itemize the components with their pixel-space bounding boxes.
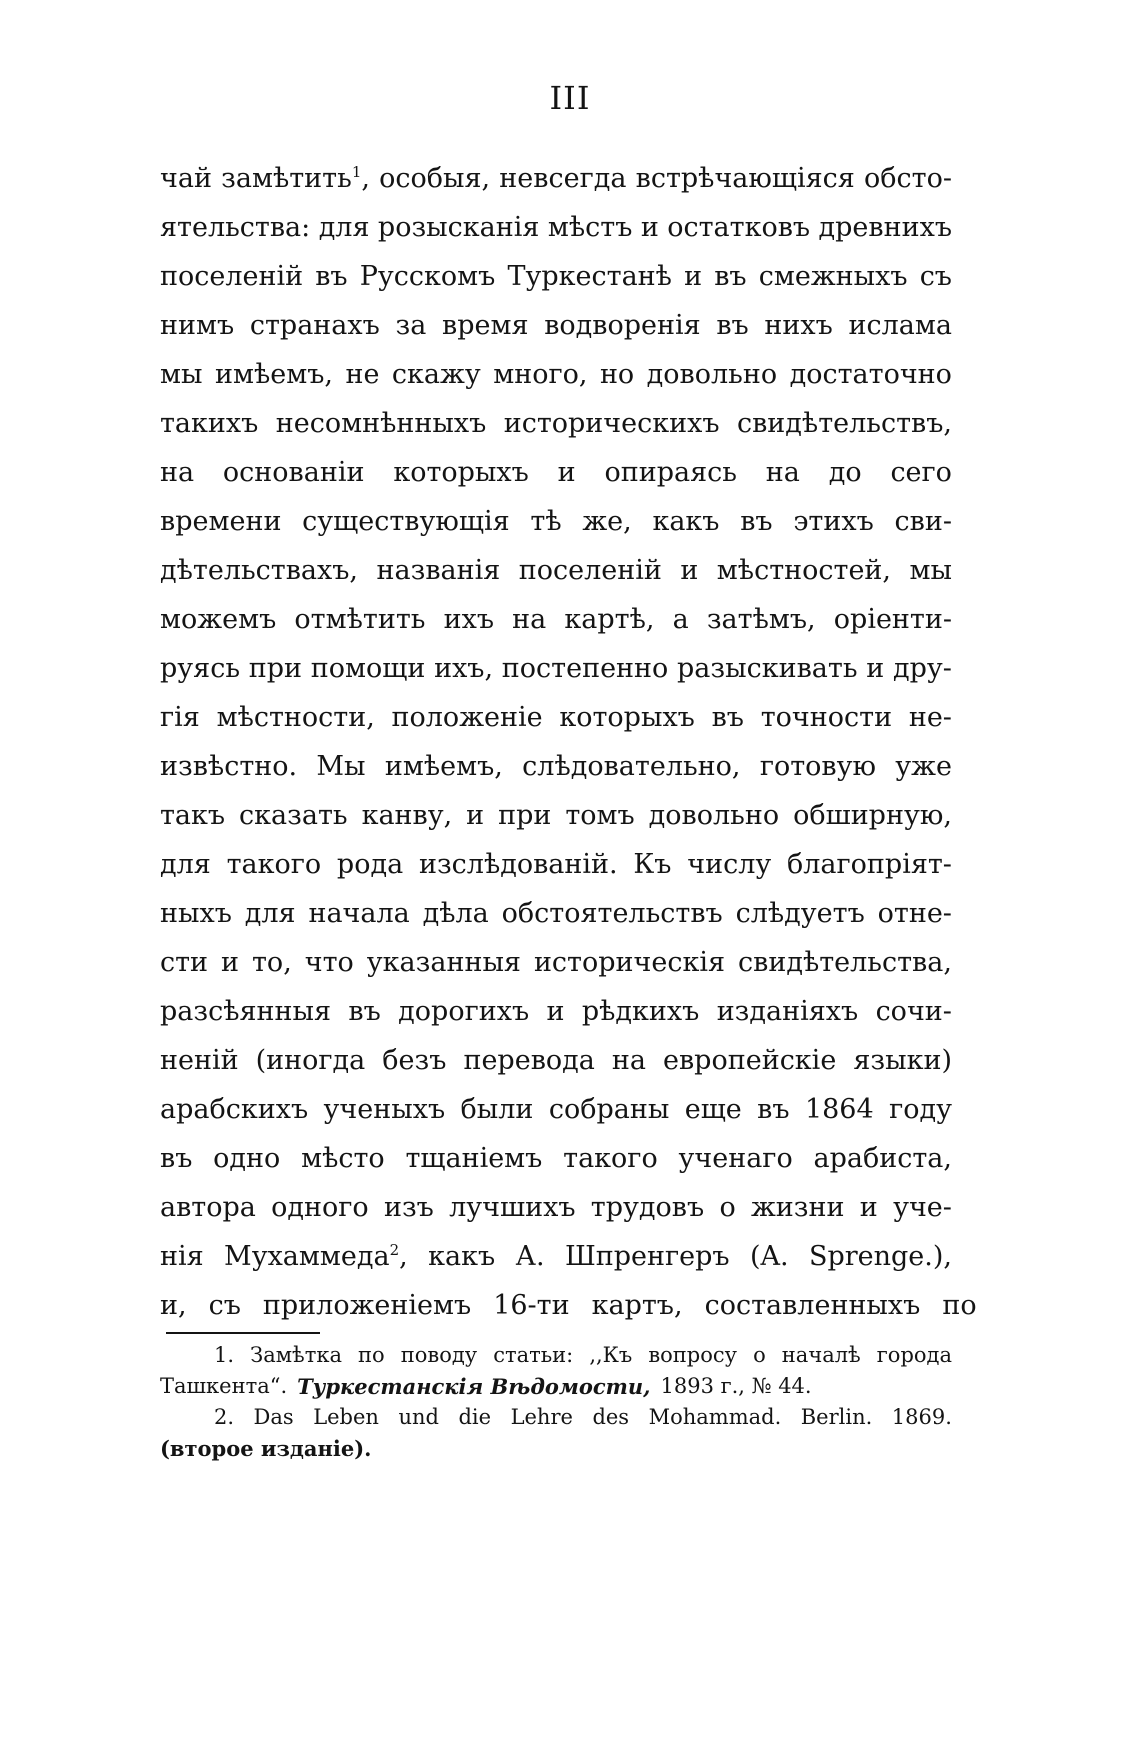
word: Замѣтка	[250, 1343, 342, 1367]
word: въ	[160, 1143, 193, 1174]
word: какъ	[652, 506, 720, 537]
word: въ	[315, 261, 348, 292]
word: были	[460, 1094, 534, 1125]
word: рѣдкихъ	[581, 996, 700, 1027]
word: много,	[493, 359, 588, 390]
word: 2.	[214, 1405, 235, 1429]
word: о	[719, 1192, 736, 1223]
word: существующія	[302, 506, 510, 537]
word: вопросу	[648, 1343, 738, 1367]
text-line	[160, 350, 952, 399]
word: мѣстности,	[216, 702, 375, 733]
text-line	[160, 154, 952, 203]
text-line	[160, 546, 952, 595]
text-line	[160, 203, 952, 252]
word: Das	[253, 1405, 294, 1429]
word: еще	[684, 1094, 742, 1125]
word: гія	[160, 702, 200, 733]
word: отне-	[877, 898, 952, 929]
word: въ	[348, 996, 381, 1027]
word: и	[866, 653, 885, 684]
word: какъ	[428, 1241, 496, 1272]
word: на	[512, 604, 547, 635]
word: руясь	[160, 653, 241, 684]
word: начала	[308, 898, 410, 929]
text-line	[160, 497, 952, 546]
word: Русскомъ	[359, 261, 496, 292]
word: извѣстно.	[160, 751, 298, 782]
word: имѣемъ,	[214, 359, 333, 390]
word: Berlin.	[800, 1405, 873, 1429]
footnotes	[160, 1340, 952, 1464]
word: несомнѣнныхъ	[275, 408, 487, 439]
word: на	[765, 457, 800, 488]
word: же,	[582, 506, 632, 537]
word: ныхъ	[160, 898, 232, 929]
word: рода	[336, 849, 404, 880]
word: поводу	[400, 1343, 478, 1367]
word: ученаго	[678, 1143, 793, 1174]
word: арабскихъ	[160, 1094, 309, 1125]
word: нимъ	[160, 310, 235, 341]
word: составленныхъ	[704, 1290, 921, 1321]
footnote-marker: 2	[389, 1241, 400, 1259]
word: дру-	[892, 653, 952, 684]
word: Lehre	[510, 1405, 573, 1429]
footnote-2-line-1	[160, 1402, 952, 1433]
word: Туркестанѣ	[507, 261, 672, 292]
word: языки)	[853, 1045, 952, 1076]
text-line	[160, 791, 952, 840]
word: въ	[757, 1094, 790, 1125]
word: то,	[252, 947, 292, 978]
word: европейскіе	[663, 1045, 837, 1076]
word: обстоятельствъ	[501, 898, 723, 929]
word: тщаніемъ	[405, 1143, 543, 1174]
word: розысканія	[377, 212, 540, 243]
word: благопріят-	[787, 849, 952, 880]
word: сочи-	[875, 996, 952, 1027]
word: трудовъ	[590, 1192, 705, 1223]
word: для	[244, 898, 296, 929]
word: Мы	[316, 751, 366, 782]
word: ихъ,	[434, 653, 494, 684]
word: но	[599, 359, 635, 390]
word: поселеній	[518, 555, 662, 586]
word: und	[398, 1405, 439, 1429]
word: обсто-	[864, 163, 952, 194]
word: началѣ	[781, 1343, 861, 1367]
text-line	[160, 399, 952, 448]
word: историческихъ	[503, 408, 720, 439]
word: дорогихъ	[398, 996, 530, 1027]
word: довольно	[646, 359, 778, 390]
word: точности	[760, 702, 893, 733]
word: мѣстъ	[547, 212, 633, 243]
word: (A.	[749, 1241, 789, 1272]
text-line	[160, 301, 952, 350]
word: сего	[890, 457, 952, 488]
text-line	[160, 1183, 952, 1232]
word: слѣдуетъ	[735, 898, 865, 929]
word: которыхъ	[559, 702, 695, 733]
text-line	[160, 693, 952, 742]
word: до	[828, 457, 862, 488]
word: А.	[515, 1241, 545, 1272]
word: довольно	[648, 800, 780, 831]
word: ислама	[848, 310, 952, 341]
word: о	[753, 1343, 766, 1367]
word: сказать	[239, 800, 348, 831]
word: die	[458, 1405, 492, 1429]
body-text	[160, 154, 977, 1330]
word: не-	[908, 702, 952, 733]
footnote-2-edition: (второе изданіе).	[160, 1436, 372, 1461]
word: можемъ	[160, 604, 277, 635]
word: сви-	[894, 506, 952, 537]
word: и,	[160, 1290, 187, 1321]
word: 1.	[214, 1343, 235, 1367]
word: (иногда	[255, 1045, 366, 1076]
word: въ	[740, 506, 773, 537]
word: съ	[208, 1290, 241, 1321]
word: мы	[160, 359, 203, 390]
word: историческія	[533, 947, 726, 978]
word: города	[876, 1343, 952, 1367]
text-line	[160, 742, 952, 791]
word: положеніе	[391, 702, 543, 733]
word: что	[304, 947, 354, 978]
word: невсегда	[499, 163, 627, 194]
word: древнихъ	[818, 212, 952, 243]
word: арабиста,	[813, 1143, 952, 1174]
word: которыхъ	[393, 457, 529, 488]
word: нія	[160, 1241, 204, 1272]
footnote-1-line-2	[160, 1371, 952, 1402]
word: достаточно	[789, 359, 952, 390]
word: такихъ	[160, 408, 259, 439]
word: встрѣчающіяся	[635, 163, 855, 194]
word: отмѣтить	[294, 604, 426, 635]
footnote-1-line-1	[160, 1340, 952, 1371]
word: автора	[160, 1192, 256, 1223]
word: скажу	[391, 359, 481, 390]
word: свидѣтельства,	[738, 947, 952, 978]
word: ,,Къ	[589, 1343, 633, 1367]
word: картъ,	[591, 1290, 683, 1321]
word: поселеній	[160, 261, 304, 292]
word: тѣ	[530, 506, 562, 537]
word: разыскивать	[677, 653, 858, 684]
word: дѣла	[422, 898, 489, 929]
word: дѣтельствахъ,	[160, 555, 359, 586]
text-line	[160, 644, 952, 693]
word: картѣ,	[564, 604, 655, 635]
word: des	[592, 1405, 630, 1429]
word: собраны	[548, 1094, 670, 1125]
word: такого	[563, 1143, 658, 1174]
word: времени	[160, 506, 282, 537]
word: основаніи	[222, 457, 365, 488]
word: слѣдовательно,	[522, 751, 741, 782]
word: съ	[919, 261, 952, 292]
text-line	[160, 1036, 952, 1085]
footnote-1-city: Ташкента“.	[160, 1374, 288, 1398]
word: обширную,	[793, 800, 952, 831]
word: лучшихъ	[449, 1192, 576, 1223]
word: сти	[160, 947, 209, 978]
text-line	[160, 1232, 952, 1281]
word: не	[345, 359, 380, 390]
word: неній	[160, 1045, 239, 1076]
word: на	[611, 1045, 646, 1076]
word: для	[160, 849, 211, 880]
word: въ	[711, 702, 744, 733]
word: и	[466, 800, 485, 831]
word: перевода	[463, 1045, 595, 1076]
word: изъ	[383, 1192, 434, 1223]
footnote-1-journal-title: Туркестанскія Вѣдомости,	[297, 1374, 651, 1399]
word: водворенія	[544, 310, 701, 341]
word: и	[546, 996, 565, 1027]
word: ятельства:	[160, 212, 311, 243]
word: мѣстностей,	[716, 555, 892, 586]
word: замѣтить$^1$,	[221, 163, 370, 194]
word: указанныя	[366, 947, 521, 978]
text-line	[160, 938, 952, 987]
word: смежныхъ	[758, 261, 908, 292]
word: ихъ	[443, 604, 494, 635]
text-line	[160, 1085, 952, 1134]
word: 1864	[804, 1094, 874, 1125]
word: Къ	[633, 849, 672, 880]
word: безъ	[382, 1045, 447, 1076]
word: время	[442, 310, 529, 341]
word: приложеніемъ	[262, 1290, 472, 1321]
word: и	[859, 1192, 878, 1223]
word: изслѣдованій.	[418, 849, 618, 880]
word: опираясь	[604, 457, 737, 488]
word: помощи	[310, 653, 426, 684]
word: и	[640, 212, 659, 243]
word: томъ	[565, 800, 635, 831]
word: 16-ти	[493, 1290, 570, 1321]
word: за	[395, 310, 427, 341]
footnote-2-line-2	[160, 1433, 952, 1464]
word: мѣсто	[301, 1143, 385, 1174]
word: при	[498, 800, 552, 831]
word: одного	[271, 1192, 369, 1223]
word: разсѣянныя	[160, 996, 332, 1027]
word: ученыхъ	[323, 1094, 446, 1125]
text-line	[160, 252, 952, 301]
word: канву,	[361, 800, 453, 831]
word: названія	[376, 555, 501, 586]
word: и	[557, 457, 576, 488]
page-number: III	[549, 79, 591, 117]
text-line	[160, 840, 952, 889]
word: чай	[160, 163, 212, 194]
word: такого	[226, 849, 322, 880]
word: году	[889, 1094, 952, 1125]
word: статьи:	[493, 1343, 574, 1367]
word: и	[680, 555, 699, 586]
word: а	[672, 604, 689, 635]
word: свидѣтельствъ,	[736, 408, 952, 439]
word: готовую	[759, 751, 876, 782]
footnote-1-issue: 1893 г., № 44.	[660, 1374, 812, 1398]
word: жизни	[750, 1192, 845, 1223]
word: въ	[716, 310, 749, 341]
word: мы	[909, 555, 952, 586]
word: Leben	[313, 1405, 379, 1429]
word: Мухаммеда$^2$,	[224, 1241, 408, 1272]
text-line	[160, 448, 952, 497]
word: остатковъ	[667, 212, 811, 243]
word: этихъ	[793, 506, 874, 537]
footnote-divider	[166, 1332, 320, 1334]
word: для	[318, 212, 370, 243]
footnote-marker: 1	[351, 163, 362, 181]
word: по	[358, 1343, 385, 1367]
word: особыя,	[379, 163, 491, 194]
text-line	[160, 1134, 952, 1183]
word: въ	[714, 261, 747, 292]
word: при	[248, 653, 303, 684]
word: затѣмъ,	[706, 604, 816, 635]
text-line	[160, 987, 952, 1036]
word: постепенно	[501, 653, 669, 684]
word: числу	[687, 849, 772, 880]
word: и	[684, 261, 703, 292]
word: Mohammad.	[648, 1405, 782, 1429]
text-line	[160, 595, 952, 644]
word: на	[160, 457, 195, 488]
word: изданіяхъ	[716, 996, 859, 1027]
text-line	[160, 889, 952, 938]
word: уже	[895, 751, 952, 782]
word: по	[942, 1290, 977, 1321]
word: Шпренгеръ	[564, 1241, 730, 1272]
word: уче-	[893, 1192, 952, 1223]
word: одно	[213, 1143, 281, 1174]
word: нихъ	[764, 310, 833, 341]
text-line	[160, 1281, 977, 1330]
word: такъ	[160, 800, 226, 831]
word: оріенти-	[833, 604, 952, 635]
word: странахъ	[249, 310, 380, 341]
word: и	[221, 947, 240, 978]
word: 1869.	[891, 1405, 952, 1429]
word: Sprenge.),	[808, 1241, 952, 1272]
word: имѣемъ,	[384, 751, 503, 782]
